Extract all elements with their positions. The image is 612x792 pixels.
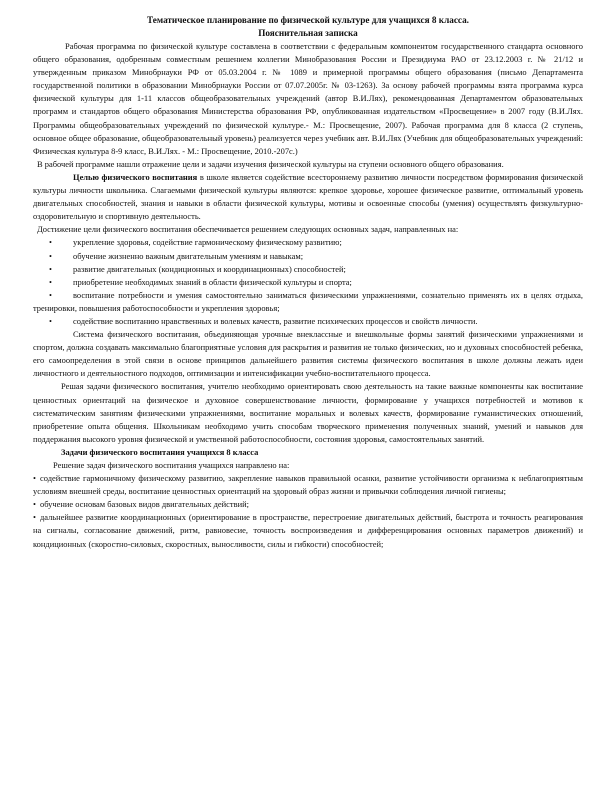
bullet-icon: • (33, 499, 36, 510)
paragraph-system: Система физического воспитания, объединяющая урочные внеклассные и внешкольные формы занятий физическими упражнениями и спортом, должна создавать максимально благоприятные условия для раскрытия и развития не только физических, но и духовных способностей ребенка, его самоопределения в этой связи в основе принципов дальнейшего развития системы физического воспитания в школе должны лежать идеи личностного и деятельностного подходов, оптимизации и интенсификации учебно-воспитательного процесса. (33, 329, 583, 379)
paragraph-achievement: Достижение цели физического воспитания обеспечивается решением следующих основных задач, направленных на: (37, 224, 459, 235)
goals-list (33, 236, 583, 328)
purpose-lead: Целью физического воспитания (73, 171, 198, 182)
list-item: • содействие гармоничному физическому развитию, закрепление навыков правильной осанки, развитие устойчивости организма к неблагоприятным условиям внешней среды, воспитание ценностных ориентаций на здоровый образ жизни и привычки соблюдения личной гигиены; (33, 473, 583, 497)
bullet-icon: • (33, 473, 36, 484)
list-item: • воспитание потребности и умения самостоятельно заниматься физическими упражнениями, сознательно применять их в целях отдыха, тренировки, повышения работоспособности и укрепления здоровья; (33, 289, 583, 313)
list-item: • обучение жизненно важным двигательным умениям и навыкам; (33, 250, 583, 263)
paragraph-teacher: Решая задачи физического воспитания, учителю необходимо ориентировать свою деятельность на такие важные компоненты как воспитание ценностных ориентаций на физическое и духовное совершенствование личности, формирование у учащихся потребностей и мотивов к систематическим занятиям физическими упражнениями, воспитание моральных и волевых качеств, формирование гуманистических отношений, приобретение опыта общения. Школьникам необходимо учить способам творческого применения полученных знаний, умений и навыков для поддержания высокого уровня физической и умственной работоспособности, состояния здоровья, самостоятельных занятий. (33, 381, 583, 444)
list-item: • развитие двигательных (кондиционных и координационных) способностей; (33, 263, 583, 276)
document-title: Тематическое планирование по физической культуре для учащихся 8 класса. (147, 15, 469, 25)
bullet-icon: • (49, 237, 52, 248)
purpose-rest: в школе является содействие всестороннему развитию личности посредством формирования физической культуры личности школьника. Слагаемыми физической культуры являются: крепкое здоровье, хорошее физическое развитие, оптимальный уровень двигательных способностей, знания и навыки в области физической культуры, мотивы и освоенные способы (умения) осуществлять физкультурно-оздоровительную и спортивную деятельность. (33, 171, 583, 222)
paragraph-goals-reflection: В рабочей программе нашли отражение цели и задачи изучения физической культуры на ступени основного общего образования. (37, 158, 504, 169)
paragraph-program-basis: Рабочая программа по физической культуре составлена в соответствии с федеральным компонентом государственного стандарта основного общего образования, одобренным совместным решением коллегии Минобразования России и Президиума РАО от 23.12.2003 г. № 21/12 и утвержденным приказом Минобрнауки РФ от 05.03.2004 г. № 1089 и примерной программы общего образования (письмо Департамента государственной политики в образовании Минобрнауки России от 07.07.2005г. № 03-1263). За основу рабочей программы взята программа курса физической культуры для 1-11 классов общеобразовательных учреждений (автор В.И.Лях), рекомендованная Департаментом образовательных программ и стандартов общего образования Министерства образования РФ, опубликованная издательством «Просвещение» в 2007 году (В.И.Лях. Программы общеобразовательных учреждений по физической культуре.- М.: Просвещение, 2007). Рабочая программа для 8 класса (2 ступень, основное общее образование, общеобразовательный уровень) реализуется через учебник авт. В.И.Лях (Учебник для общеобразовательных учреждений: Физическая культура 8-9 класс, В.И.Лях. - М.: Просвещение, 2010.-207с.) (33, 41, 583, 156)
tasks-list (33, 472, 583, 551)
bullet-icon: • (33, 512, 36, 523)
bullet-icon: • (49, 315, 52, 326)
list-item: • приобретение необходимых знаний в области физической культуры и спорта; (33, 276, 583, 289)
paragraph-purpose (33, 171, 583, 223)
list-item: • обучение основам базовых видов двигательных действий; (33, 499, 249, 510)
paragraph-tasks-intro: Решение задач физического воспитания учащихся направлено на: (53, 460, 290, 470)
list-item: • укрепление здоровья, содействие гармоническому физическому развитию; (33, 236, 583, 249)
bullet-icon: • (49, 250, 52, 261)
document-subtitle: Пояснительная записка (258, 28, 358, 38)
section-heading-tasks: Задачи физического воспитания учащихся 8 класса (61, 446, 259, 457)
document-page (33, 14, 583, 551)
bullet-icon: • (49, 276, 52, 287)
bullet-icon: • (49, 289, 52, 300)
bullet-icon: • (49, 263, 52, 274)
list-item: • дальнейшее развитие координационных (ориентирование в пространстве, перестроение двигательных действий, быстрота и точность реагирования на сигналы, согласование движений, ритм, равновесие, точность воспроизведения и дифференцирования основных параметров движений) и кондиционных (скоростно-силовых, скоростных, выносливости, силы и гибкости) способностей; (33, 512, 583, 549)
list-item: • содействие воспитанию нравственных и волевых качеств, развитие психических процессов и свойств личности. (33, 315, 583, 328)
